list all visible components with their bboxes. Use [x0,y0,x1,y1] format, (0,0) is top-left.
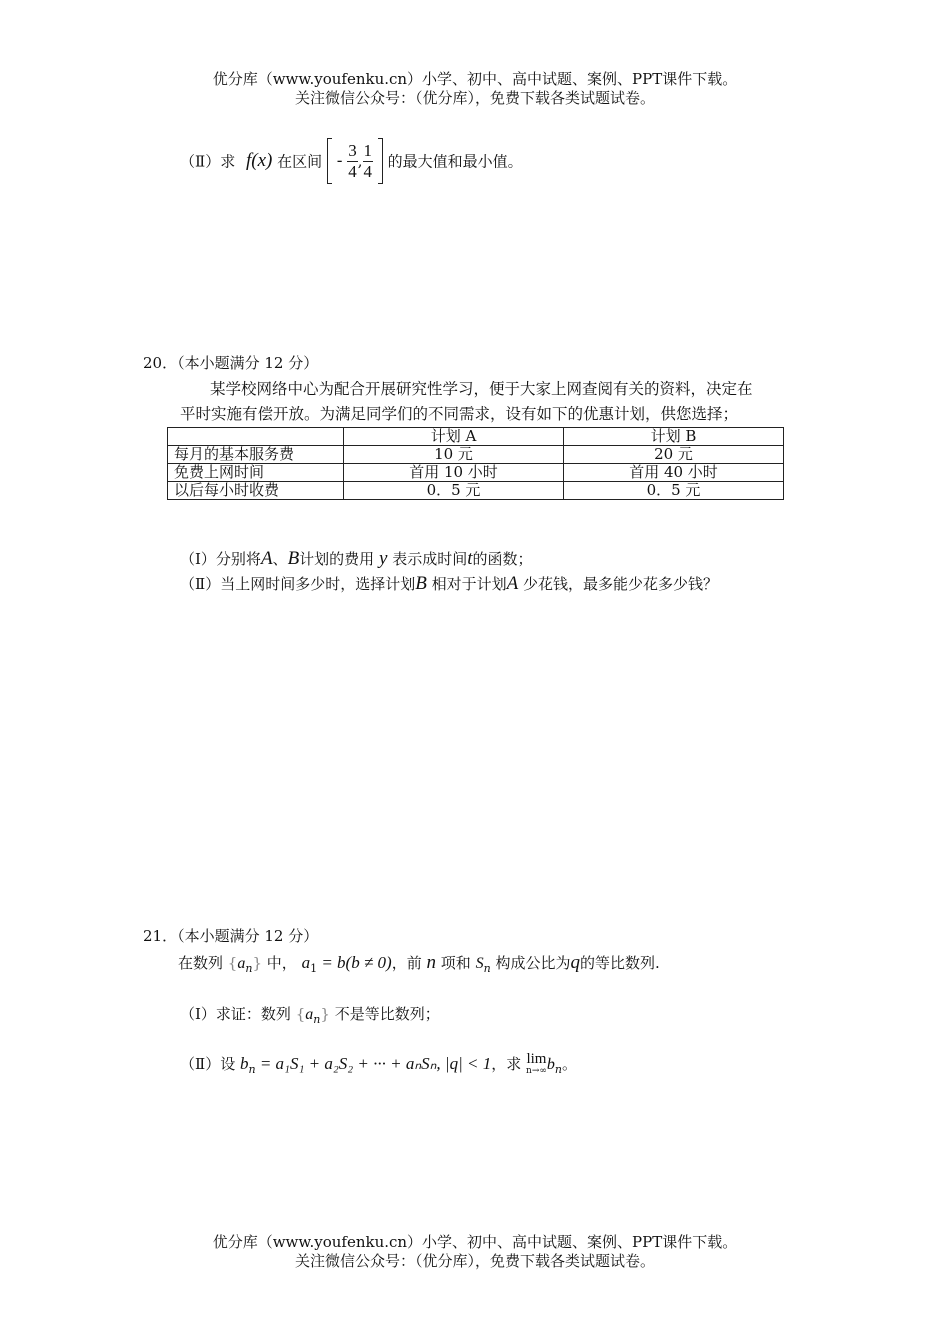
lim-subscript: n→∞ [526,1066,547,1076]
q19-part2 [180,138,523,186]
footer-line-2: 关注微信公众号：（优分库），免费下载各类试题试卷。 [294,1252,655,1270]
q19-func: f [245,150,252,171]
lim-b: b [546,1056,555,1073]
sequence-braces: { [227,954,238,972]
plan-a-cell: 0．5 元 [344,482,564,500]
q21-title: 21．（本小题满分 12 分） [143,927,319,945]
footer-line-1: 优分库（www.youfenku.cn）小学、初中、高中试题、案例、PPT课件下载。 [212,1233,738,1251]
var-b: b [239,1054,249,1073]
S-sub: n [483,962,491,975]
q21-line1-text-c: ，前 [391,954,422,972]
sep: 、 [272,550,288,568]
plan-a-cell: 10 元 [344,446,564,464]
q20-part2-text-b: 相对于计划 [431,575,507,593]
a1: a [301,953,311,972]
q21-line1-text-d: 项和 [440,954,471,972]
q21-part2-text-a: （Ⅱ）设 [180,1055,236,1073]
q20-part1-text-c: 表示成时间 [392,550,468,568]
q20-intro-1: 某学校网络中心为配合开展研究性学习，便于大家上网查阅有关的资料，决定在 [210,380,753,398]
q21-line1-text-f: 的等比数列. [579,954,660,972]
seq-sub: n [313,1013,321,1026]
b-sub: n [248,1063,256,1076]
a1-sub: 1 [310,962,318,975]
plan-table [167,427,784,500]
a1-rest: = b(b ≠ 0) [317,953,392,972]
sum-expression: = a₁S₁ + a₂S₂ + ··· + aₙSₙ, |q| < 1 [255,1054,492,1073]
table-row [168,464,784,482]
plan-b-header: 计划 B [564,428,784,446]
seq-a: a [305,1006,314,1023]
q20-part2-text-c: 少花钱，最多能少花多少钱？ [523,575,719,593]
q21-line1: 在数列 $\{a_n\}$ 中， $a_1 = b(b \ne 0)$，前 n 项和 $S_n$ 构成公比为q的等比数列. [178,952,660,975]
var-A: A [260,548,273,569]
plan-b-cell: 0．5 元 [564,482,784,500]
var-n: n [426,952,436,973]
var-S: S [475,955,484,972]
lower-fraction [347,141,358,182]
header-line-2: 关注微信公众号：（优分库），免费下载各类试题试卷。 [294,89,655,107]
q21-part1: （Ⅰ）求证：数列 $\{a_n\}$ 不是等比数列； [180,1005,440,1026]
q19-part2-mid: 在区间 [277,152,323,171]
table-corner-cell [168,428,344,446]
var-q: q [570,952,580,973]
q21-part2-text-b: ，求 [491,1055,522,1073]
var-A: A [506,573,519,594]
q20-part1-text-d: 的函数； [472,550,533,568]
upper-num: 1 [363,140,373,160]
q20-part2-text-a: （Ⅱ）当上网时间多少时，选择计划 [180,575,416,593]
q19-part2-prefix: （Ⅱ）求 [180,152,236,171]
interval-minus: - [336,151,343,171]
q20-part1-text-a: （Ⅰ）分别将 [180,550,261,568]
plan-b-cell: 20 元 [564,446,784,464]
q21-part2-end: 。 [561,1055,577,1073]
upper-fraction [363,141,374,182]
q19-part2-suffix: 的最大值和最小值。 [387,152,523,171]
q21-line1-text-b: 中， [266,954,297,972]
lower-den: 4 [348,161,357,181]
row-label: 以后每小时收费 [168,482,344,500]
q20-intro-2: 平时实施有偿开放。为满足同学们的不同需求，设有如下的优惠计划，供您选择； [180,405,739,423]
q21-part1-text-b: 不是等比数列； [334,1005,440,1023]
var-t: t [467,548,473,569]
table-row [168,446,784,464]
plan-a-header: 计划 A [344,428,564,446]
q20-title: 20．（本小题满分 12 分） [143,354,319,372]
table-header-row [168,428,784,446]
lim-text: lim [526,1051,547,1067]
lim-b-sub: n [554,1063,562,1076]
seq-sub: n [245,962,253,975]
q20-part2 [180,573,718,595]
interval-bracket: - $\frac{3}{4}$ , $\frac{1}{4}$ [327,138,383,184]
table-row [168,482,784,500]
q21-line1-text-a: 在数列 [178,954,224,972]
limit-block [526,1053,547,1077]
row-label: 每月的基本服务费 [168,446,344,464]
var-B: B [415,573,427,594]
row-label: 免费上网时间 [168,464,344,482]
q21-line1-text-e: 构成公比为 [495,954,571,972]
q21-part2 [180,1053,577,1077]
header-line-1: 优分库（www.youfenku.cn）小学、初中、高中试题、案例、PPT课件下载。 [212,70,738,88]
q20-part1 [180,548,533,570]
var-B: B [287,548,300,569]
q20-part1-text-b: 计划的费用 [299,550,375,568]
var-y: y [378,548,388,569]
plan-b-cell: 首用 40 小时 [564,464,784,482]
upper-den: 4 [363,161,373,181]
lower-num: 3 [348,140,357,160]
seq-a: a [237,955,246,972]
q19-var: (x) [251,150,273,171]
q21-part1-text-a: （Ⅰ）求证：数列 [180,1005,291,1023]
plan-a-cell: 首用 10 小时 [344,464,564,482]
